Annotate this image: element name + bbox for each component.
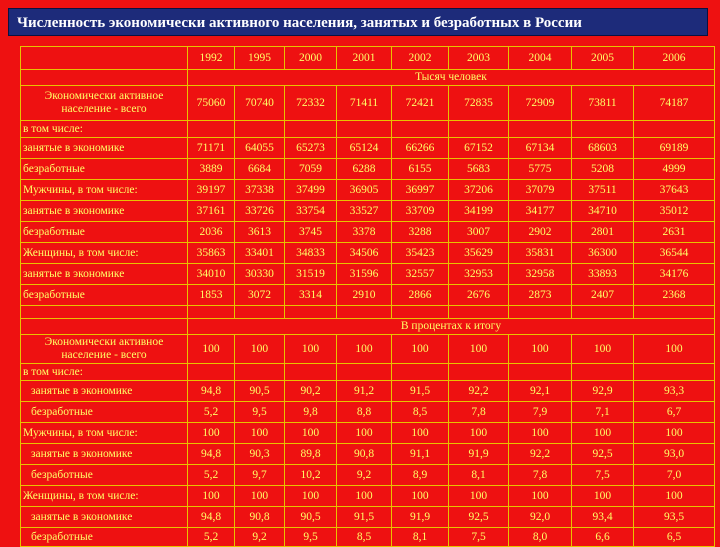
value-cell: 5,2 bbox=[188, 402, 235, 423]
value-cell: 33401 bbox=[235, 243, 285, 264]
value-cell: 100 bbox=[572, 423, 634, 444]
table-row bbox=[21, 364, 715, 381]
value-cell: 100 bbox=[572, 486, 634, 507]
table-row bbox=[21, 507, 715, 528]
value-cell: 8,1 bbox=[449, 465, 509, 486]
value-cell: 37079 bbox=[509, 180, 572, 201]
value-cell: 92,5 bbox=[449, 507, 509, 528]
value-cell: 3889 bbox=[188, 159, 235, 180]
value-cell-empty bbox=[188, 364, 235, 381]
value-cell-empty bbox=[634, 121, 715, 138]
value-cell: 92,5 bbox=[572, 444, 634, 465]
value-cell: 6288 bbox=[337, 159, 392, 180]
table-row bbox=[21, 402, 715, 423]
value-cell: 92,2 bbox=[509, 444, 572, 465]
value-cell: 10,2 bbox=[285, 465, 337, 486]
value-cell: 91,2 bbox=[337, 381, 392, 402]
value-cell: 100 bbox=[392, 335, 449, 364]
value-cell: 9,5 bbox=[285, 528, 337, 547]
value-cell: 94,8 bbox=[188, 381, 235, 402]
value-cell: 9,2 bbox=[235, 528, 285, 547]
spacer-cell bbox=[509, 306, 572, 319]
section-label-percent: В процентах к итогу bbox=[188, 319, 715, 335]
table-row bbox=[21, 381, 715, 402]
row-label: Экономически активное население - всего bbox=[21, 86, 188, 121]
header-blank bbox=[21, 47, 188, 70]
value-cell: 36905 bbox=[337, 180, 392, 201]
value-cell: 100 bbox=[634, 335, 715, 364]
value-cell: 33726 bbox=[235, 201, 285, 222]
value-cell: 2036 bbox=[188, 222, 235, 243]
value-cell: 92,2 bbox=[449, 381, 509, 402]
value-cell: 91,9 bbox=[449, 444, 509, 465]
value-cell: 7059 bbox=[285, 159, 337, 180]
value-cell: 93,4 bbox=[572, 507, 634, 528]
value-cell: 3613 bbox=[235, 222, 285, 243]
row-label: занятые в экономике bbox=[21, 381, 188, 402]
value-cell: 5208 bbox=[572, 159, 634, 180]
value-cell: 100 bbox=[188, 335, 235, 364]
value-cell: 37499 bbox=[285, 180, 337, 201]
value-cell-empty bbox=[188, 121, 235, 138]
value-cell: 74187 bbox=[634, 86, 715, 121]
value-cell-empty bbox=[509, 121, 572, 138]
value-cell: 35012 bbox=[634, 201, 715, 222]
value-cell: 72909 bbox=[509, 86, 572, 121]
page-title: Численность экономически активного населения, занятых и безработных в России bbox=[8, 8, 708, 36]
value-cell: 92,0 bbox=[509, 507, 572, 528]
value-cell: 90,5 bbox=[285, 507, 337, 528]
value-cell-empty bbox=[572, 121, 634, 138]
row-label: занятые в экономике bbox=[21, 507, 188, 528]
value-cell: 72835 bbox=[449, 86, 509, 121]
value-cell: 94,8 bbox=[188, 507, 235, 528]
value-cell: 92,1 bbox=[509, 381, 572, 402]
value-cell: 2631 bbox=[634, 222, 715, 243]
value-cell: 9,5 bbox=[235, 402, 285, 423]
value-cell: 3314 bbox=[285, 285, 337, 306]
value-cell: 2801 bbox=[572, 222, 634, 243]
value-cell: 7,5 bbox=[572, 465, 634, 486]
spacer-cell bbox=[572, 306, 634, 319]
value-cell: 35863 bbox=[188, 243, 235, 264]
value-cell-empty bbox=[337, 121, 392, 138]
value-cell-empty bbox=[634, 364, 715, 381]
value-cell: 33754 bbox=[285, 201, 337, 222]
value-cell: 100 bbox=[509, 423, 572, 444]
value-cell: 6684 bbox=[235, 159, 285, 180]
row-label: занятые в экономике bbox=[21, 138, 188, 159]
table-row bbox=[21, 528, 715, 547]
value-cell: 100 bbox=[285, 423, 337, 444]
row-label: Женщины, в том числе: bbox=[21, 486, 188, 507]
table-row bbox=[21, 138, 715, 159]
table-row bbox=[21, 243, 715, 264]
value-cell: 65273 bbox=[285, 138, 337, 159]
value-cell: 3288 bbox=[392, 222, 449, 243]
value-cell: 36300 bbox=[572, 243, 634, 264]
value-cell: 39197 bbox=[188, 180, 235, 201]
spacer-cell bbox=[337, 306, 392, 319]
row-label: в том числе: bbox=[21, 364, 188, 381]
section-blank bbox=[21, 319, 188, 335]
year-header: 2004 bbox=[509, 47, 572, 70]
value-cell: 100 bbox=[449, 335, 509, 364]
value-cell: 100 bbox=[285, 335, 337, 364]
value-cell: 100 bbox=[285, 486, 337, 507]
spacer-cell bbox=[235, 306, 285, 319]
spacer-cell bbox=[285, 306, 337, 319]
table-row bbox=[21, 159, 715, 180]
value-cell: 72332 bbox=[285, 86, 337, 121]
value-cell: 7,8 bbox=[509, 465, 572, 486]
value-cell: 4999 bbox=[634, 159, 715, 180]
value-cell-empty bbox=[285, 364, 337, 381]
value-cell: 7,8 bbox=[449, 402, 509, 423]
value-cell-empty bbox=[235, 364, 285, 381]
value-cell: 7,0 bbox=[634, 465, 715, 486]
value-cell: 100 bbox=[337, 486, 392, 507]
value-cell: 94,8 bbox=[188, 444, 235, 465]
table-row bbox=[21, 465, 715, 486]
value-cell: 33709 bbox=[392, 201, 449, 222]
value-cell: 93,0 bbox=[634, 444, 715, 465]
value-cell: 100 bbox=[572, 335, 634, 364]
value-cell: 5,2 bbox=[188, 465, 235, 486]
value-cell: 34833 bbox=[285, 243, 337, 264]
value-cell: 93,3 bbox=[634, 381, 715, 402]
value-cell: 34010 bbox=[188, 264, 235, 285]
value-cell: 91,5 bbox=[392, 381, 449, 402]
spacer-cell bbox=[634, 306, 715, 319]
row-label: безработные bbox=[21, 528, 188, 547]
value-cell: 67152 bbox=[449, 138, 509, 159]
value-cell: 9,8 bbox=[285, 402, 337, 423]
value-cell: 2407 bbox=[572, 285, 634, 306]
value-cell-empty bbox=[285, 121, 337, 138]
value-cell: 100 bbox=[634, 423, 715, 444]
value-cell: 7,1 bbox=[572, 402, 634, 423]
spacer-row bbox=[21, 306, 715, 319]
table-row bbox=[21, 423, 715, 444]
table-row bbox=[21, 222, 715, 243]
year-header: 2003 bbox=[449, 47, 509, 70]
row-label: безработные bbox=[21, 465, 188, 486]
value-cell: 100 bbox=[188, 423, 235, 444]
value-cell-empty bbox=[572, 364, 634, 381]
value-cell: 35423 bbox=[392, 243, 449, 264]
spacer-cell bbox=[21, 306, 188, 319]
year-header: 2001 bbox=[337, 47, 392, 70]
value-cell-empty bbox=[235, 121, 285, 138]
value-cell-empty bbox=[392, 121, 449, 138]
row-label: безработные bbox=[21, 159, 188, 180]
section-row bbox=[21, 70, 715, 86]
value-cell: 32557 bbox=[392, 264, 449, 285]
value-cell-empty bbox=[392, 364, 449, 381]
value-cell: 3072 bbox=[235, 285, 285, 306]
value-cell: 32953 bbox=[449, 264, 509, 285]
value-cell: 5683 bbox=[449, 159, 509, 180]
value-cell: 93,5 bbox=[634, 507, 715, 528]
value-cell: 8,5 bbox=[337, 528, 392, 547]
value-cell: 90,5 bbox=[235, 381, 285, 402]
value-cell: 37161 bbox=[188, 201, 235, 222]
value-cell: 7,5 bbox=[449, 528, 509, 547]
value-cell: 100 bbox=[449, 423, 509, 444]
value-cell: 90,8 bbox=[337, 444, 392, 465]
year-header: 1992 bbox=[188, 47, 235, 70]
value-cell: 67134 bbox=[509, 138, 572, 159]
value-cell: 2910 bbox=[337, 285, 392, 306]
spacer-cell bbox=[449, 306, 509, 319]
value-cell: 31519 bbox=[285, 264, 337, 285]
value-cell-empty bbox=[337, 364, 392, 381]
value-cell: 1853 bbox=[188, 285, 235, 306]
year-header: 2006 bbox=[634, 47, 715, 70]
row-label: Экономически активное население - всего bbox=[21, 335, 188, 364]
value-cell: 100 bbox=[634, 486, 715, 507]
value-cell: 36997 bbox=[392, 180, 449, 201]
year-header: 1995 bbox=[235, 47, 285, 70]
value-cell: 6,5 bbox=[634, 528, 715, 547]
value-cell: 100 bbox=[392, 486, 449, 507]
value-cell: 37338 bbox=[235, 180, 285, 201]
table-row bbox=[21, 264, 715, 285]
value-cell: 91,1 bbox=[392, 444, 449, 465]
value-cell: 70740 bbox=[235, 86, 285, 121]
section-label-thousands: Тысяч человек bbox=[188, 70, 715, 86]
value-cell: 100 bbox=[235, 335, 285, 364]
value-cell: 33527 bbox=[337, 201, 392, 222]
value-cell: 3007 bbox=[449, 222, 509, 243]
value-cell: 5775 bbox=[509, 159, 572, 180]
value-cell-empty bbox=[509, 364, 572, 381]
value-cell: 2676 bbox=[449, 285, 509, 306]
section-blank bbox=[21, 70, 188, 86]
value-cell: 91,9 bbox=[392, 507, 449, 528]
value-cell: 90,8 bbox=[235, 507, 285, 528]
value-cell: 8,5 bbox=[392, 402, 449, 423]
value-cell: 3378 bbox=[337, 222, 392, 243]
value-cell: 34199 bbox=[449, 201, 509, 222]
value-cell: 37206 bbox=[449, 180, 509, 201]
value-cell: 65124 bbox=[337, 138, 392, 159]
table-row bbox=[21, 86, 715, 121]
value-cell: 7,9 bbox=[509, 402, 572, 423]
value-cell: 6,7 bbox=[634, 402, 715, 423]
row-label: безработные bbox=[21, 285, 188, 306]
value-cell-empty bbox=[449, 364, 509, 381]
value-cell: 8,0 bbox=[509, 528, 572, 547]
value-cell: 31596 bbox=[337, 264, 392, 285]
year-header: 2000 bbox=[285, 47, 337, 70]
value-cell: 2368 bbox=[634, 285, 715, 306]
value-cell: 3745 bbox=[285, 222, 337, 243]
value-cell: 32958 bbox=[509, 264, 572, 285]
value-cell: 2873 bbox=[509, 285, 572, 306]
value-cell: 90,3 bbox=[235, 444, 285, 465]
table-row bbox=[21, 285, 715, 306]
value-cell: 34506 bbox=[337, 243, 392, 264]
spacer-cell bbox=[188, 306, 235, 319]
value-cell: 8,8 bbox=[337, 402, 392, 423]
value-cell: 100 bbox=[188, 486, 235, 507]
value-cell: 90,2 bbox=[285, 381, 337, 402]
value-cell: 100 bbox=[509, 335, 572, 364]
value-cell: 34176 bbox=[634, 264, 715, 285]
year-header: 2005 bbox=[572, 47, 634, 70]
row-label: безработные bbox=[21, 402, 188, 423]
value-cell: 37643 bbox=[634, 180, 715, 201]
value-cell: 2902 bbox=[509, 222, 572, 243]
row-label: Женщины, в том числе: bbox=[21, 243, 188, 264]
row-label: занятые в экономике bbox=[21, 444, 188, 465]
value-cell: 91,5 bbox=[337, 507, 392, 528]
table-row bbox=[21, 444, 715, 465]
value-cell: 100 bbox=[509, 486, 572, 507]
value-cell: 71411 bbox=[337, 86, 392, 121]
row-label: безработные bbox=[21, 222, 188, 243]
value-cell: 9,2 bbox=[337, 465, 392, 486]
table-row bbox=[21, 486, 715, 507]
value-cell: 35629 bbox=[449, 243, 509, 264]
header-row bbox=[21, 47, 715, 70]
value-cell: 69189 bbox=[634, 138, 715, 159]
value-cell: 36544 bbox=[634, 243, 715, 264]
row-label: занятые в экономике bbox=[21, 264, 188, 285]
value-cell: 34710 bbox=[572, 201, 634, 222]
value-cell: 6,6 bbox=[572, 528, 634, 547]
value-cell: 8,1 bbox=[392, 528, 449, 547]
value-cell: 64055 bbox=[235, 138, 285, 159]
value-cell: 6155 bbox=[392, 159, 449, 180]
table-row bbox=[21, 121, 715, 138]
table-row bbox=[21, 180, 715, 201]
value-cell: 75060 bbox=[188, 86, 235, 121]
value-cell: 5,2 bbox=[188, 528, 235, 547]
value-cell: 8,9 bbox=[392, 465, 449, 486]
year-header: 2002 bbox=[392, 47, 449, 70]
employment-table bbox=[20, 46, 715, 547]
value-cell: 34177 bbox=[509, 201, 572, 222]
value-cell-empty bbox=[449, 121, 509, 138]
table-row bbox=[21, 335, 715, 364]
table-row bbox=[21, 201, 715, 222]
value-cell: 66266 bbox=[392, 138, 449, 159]
value-cell: 100 bbox=[337, 335, 392, 364]
row-label: Мужчины, в том числе: bbox=[21, 423, 188, 444]
value-cell: 100 bbox=[449, 486, 509, 507]
row-label: Мужчины, в том числе: bbox=[21, 180, 188, 201]
section-row bbox=[21, 319, 715, 335]
value-cell: 33893 bbox=[572, 264, 634, 285]
value-cell: 35831 bbox=[509, 243, 572, 264]
value-cell: 37511 bbox=[572, 180, 634, 201]
value-cell: 100 bbox=[235, 486, 285, 507]
value-cell: 9,7 bbox=[235, 465, 285, 486]
value-cell: 100 bbox=[392, 423, 449, 444]
value-cell: 92,9 bbox=[572, 381, 634, 402]
value-cell: 73811 bbox=[572, 86, 634, 121]
value-cell: 100 bbox=[337, 423, 392, 444]
row-label: занятые в экономике bbox=[21, 201, 188, 222]
value-cell: 100 bbox=[235, 423, 285, 444]
value-cell: 72421 bbox=[392, 86, 449, 121]
value-cell: 89,8 bbox=[285, 444, 337, 465]
row-label: в том числе: bbox=[21, 121, 188, 138]
value-cell: 68603 bbox=[572, 138, 634, 159]
value-cell: 2866 bbox=[392, 285, 449, 306]
value-cell: 30330 bbox=[235, 264, 285, 285]
value-cell: 71171 bbox=[188, 138, 235, 159]
spacer-cell bbox=[392, 306, 449, 319]
